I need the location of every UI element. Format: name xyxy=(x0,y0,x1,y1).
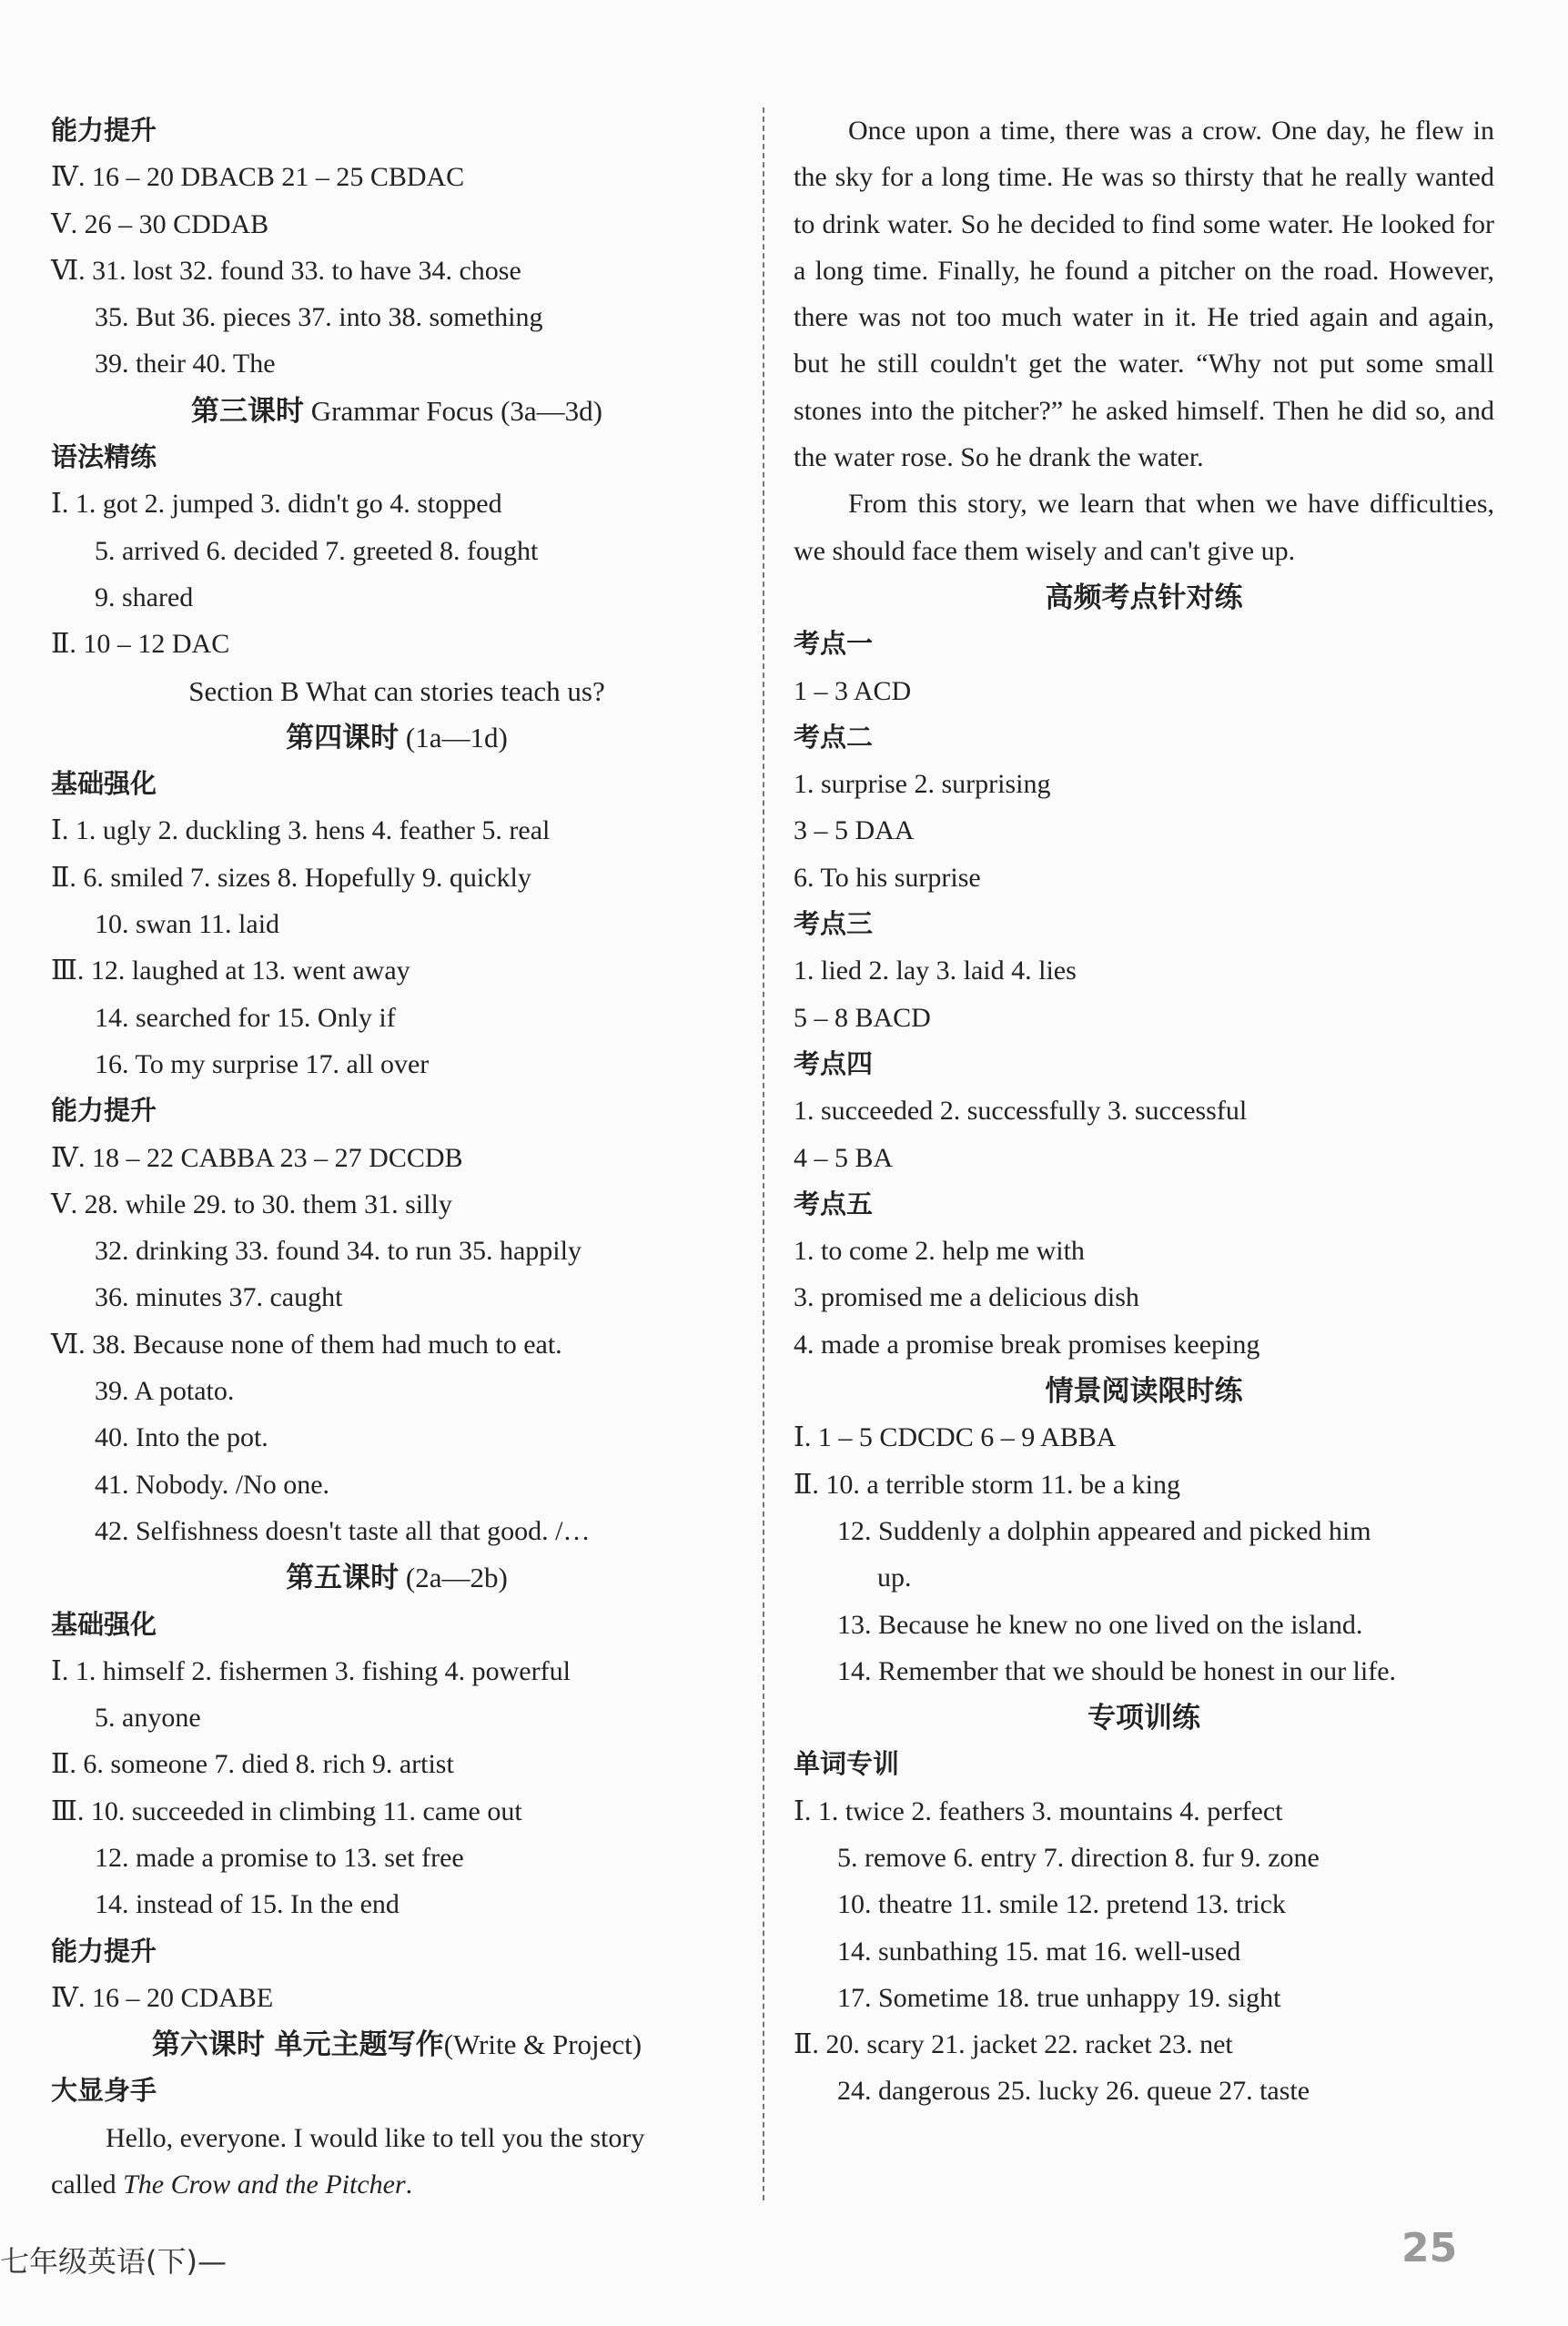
left-column xyxy=(51,107,743,2208)
answer-line: 39. their 40. The xyxy=(95,349,276,379)
section-title xyxy=(794,1694,1494,1741)
section-title xyxy=(794,574,1494,621)
section-title-cn: 第四课时 xyxy=(286,721,400,754)
answer-line: 14. Remember that we should be honest in our life. xyxy=(837,1655,1397,1686)
left-answer-lines xyxy=(51,107,743,2115)
answer-line: 14. instead of 15. In the end xyxy=(95,1889,400,1920)
section-title xyxy=(51,388,743,434)
answer-line: 14. searched for 15. Only if xyxy=(95,1002,396,1033)
answer-line: 9. shared xyxy=(95,582,194,612)
section-heading: 考点三 xyxy=(794,908,874,940)
answer-line: Ⅳ. 18 – 22 CABBA 23 – 27 DCCDB xyxy=(51,1142,463,1173)
answer-line: Ⅵ. 31. lost 32. found 33. to have 34. chose xyxy=(51,255,521,286)
section-title-en: (2a—2b) xyxy=(399,1562,508,1594)
answer-line: 5. anyone xyxy=(95,1703,201,1734)
answer-line: Ⅱ. 6. someone 7. died 8. rich 9. artist xyxy=(51,1749,454,1780)
answer-line: 6. To his surprise xyxy=(794,862,981,893)
right-answer-lines xyxy=(794,574,1494,2115)
section-heading: 单词专训 xyxy=(794,1748,900,1780)
answer-line: up. xyxy=(877,1562,912,1593)
section-heading: 能力提升 xyxy=(51,1935,157,1967)
answer-line: 5 – 8 BACD xyxy=(794,1002,931,1033)
answer-line: 4. made a promise break promises keeping xyxy=(794,1329,1260,1360)
section-title-en: (1a—1d) xyxy=(399,721,508,753)
answer-line: 32. drinking 33. found 34. to run 35. happily xyxy=(95,1236,582,1267)
answer-line: 39. A potato. xyxy=(95,1376,235,1407)
answer-line: Ⅴ. 26 – 30 CDDAB xyxy=(51,208,269,239)
answer-line: Ⅰ. 1 – 5 CDCDC 6 – 9 ABBA xyxy=(794,1422,1117,1453)
section-heading: 能力提升 xyxy=(51,1095,157,1127)
answer-line: Ⅳ. 16 – 20 CDABE xyxy=(51,1982,274,2013)
story-title: The Crow and the Pitcher xyxy=(123,2169,406,2200)
answer-line: Ⅲ. 12. laughed at 13. went away xyxy=(51,956,410,986)
section-title-en: (Write & Project) xyxy=(443,2028,642,2061)
answer-line: 3 – 5 DAA xyxy=(794,815,915,846)
answer-line: 10. swan 11. laid xyxy=(95,909,280,940)
section-heading: 考点一 xyxy=(794,628,874,660)
answer-line: 10. theatre 11. smile 12. pretend 13. trick xyxy=(837,1889,1286,1920)
section-title-cn: 专项训练 xyxy=(1087,1702,1200,1735)
answer-line: Ⅳ. 16 – 20 DBACB 21 – 25 CBDAC xyxy=(51,162,465,193)
answer-line: Ⅲ. 10. succeeded in climbing 11. came out xyxy=(51,1795,522,1826)
answer-line: Ⅱ. 10. a terrible storm 11. be a king xyxy=(794,1469,1181,1500)
text: called xyxy=(51,2169,124,2200)
section-title xyxy=(51,714,743,761)
section-title-cn: 第六课时 单元主题写作 xyxy=(151,2028,444,2062)
section-title xyxy=(51,1554,743,1601)
answer-line: 12. Suddenly a dolphin appeared and picked him xyxy=(837,1515,1371,1546)
answer-line: Ⅵ. 38. Because none of them had much to eat. xyxy=(51,1329,562,1360)
section-title-cn: 第三课时 xyxy=(191,394,304,428)
answer-line: 42. Selfishness doesn't taste all that good. /… xyxy=(95,1515,591,1546)
writing-sample-intro xyxy=(51,2115,743,2209)
section-title-en: Grammar Focus (3a—3d) xyxy=(304,394,602,427)
column-divider xyxy=(763,107,764,2200)
answer-line: Ⅴ. 28. while 29. to 30. them 31. silly xyxy=(51,1188,452,1219)
section-heading: 大显身手 xyxy=(51,2075,157,2107)
answer-line: Ⅱ. 20. scary 21. jacket 22. racket 23. net xyxy=(794,2029,1233,2060)
section-heading: 考点二 xyxy=(794,721,874,753)
moral-paragraph: From this story, we learn that when we have difficulties, we should face them wisely and can't give up. xyxy=(794,489,1494,566)
section-title xyxy=(51,668,743,714)
book-title: 七年级英语(下)— xyxy=(0,2244,227,2279)
answer-line: 41. Nobody. /No one. xyxy=(95,1469,330,1500)
answer-line: 4 – 5 BA xyxy=(794,1142,894,1173)
section-title-en: Section B What can stories teach us? xyxy=(188,674,605,707)
page-number: 25 xyxy=(1401,2225,1458,2271)
answer-line: Ⅰ. 1. himself 2. fishermen 3. fishing 4. powerful xyxy=(51,1655,571,1686)
section-heading: 基础强化 xyxy=(51,768,157,800)
answer-line: 1. to come 2. help me with xyxy=(794,1236,1085,1267)
section-heading: 考点五 xyxy=(794,1188,874,1219)
section-heading: 考点四 xyxy=(794,1047,874,1079)
section-heading: 语法精练 xyxy=(51,441,157,473)
writing-intro-line: Hello, everyone. I would like to tell you the story xyxy=(106,2122,645,2153)
section-title-cn: 第五课时 xyxy=(286,1562,400,1595)
section-title-cn: 高频考点针对练 xyxy=(1045,581,1243,614)
answer-line: 24. dangerous 25. lucky 26. queue 27. taste xyxy=(837,2076,1310,2107)
answer-line: 13. Because he knew no one lived on the island. xyxy=(837,1609,1363,1640)
section-title xyxy=(51,2021,743,2068)
answer-line: 3. promised me a delicious dish xyxy=(794,1282,1139,1313)
section-heading: 基础强化 xyxy=(51,1608,157,1640)
answer-line: Ⅰ. 1. twice 2. feathers 3. mountains 4. perfect xyxy=(794,1795,1283,1826)
answer-line: 35. But 36. pieces 37. into 38. something xyxy=(95,302,543,333)
answer-line: Ⅱ. 10 – 12 DAC xyxy=(51,629,230,660)
answer-line: 1. succeeded 2. successfully 3. successful xyxy=(794,1096,1248,1127)
answer-line: 5. arrived 6. decided 7. greeted 8. fought xyxy=(95,535,539,566)
answer-line: 1. surprise 2. surprising xyxy=(794,769,1051,800)
answer-line: Ⅱ. 6. smiled 7. sizes 8. Hopefully 9. quickly xyxy=(51,862,531,893)
answer-line: 1 – 3 ACD xyxy=(794,675,912,706)
answer-line: 40. Into the pot. xyxy=(95,1422,268,1453)
section-title-cn: 情景阅读限时练 xyxy=(1045,1375,1243,1409)
answer-line: 14. sunbathing 15. mat 16. well-used xyxy=(837,1936,1241,1967)
writing-sample-story xyxy=(794,107,1494,574)
story-paragraph: Once upon a time, there was a crow. One day, he flew in the sky for a long time. He was so thirsty that he really wanted to drink water. So he decided to find some water. He looked for a long time. Finally, he found a pitcher on the road. However, there was not too much water in it. He tried again and again, but he still couldn't get the water. “Why not put some small stones into the pitcher?” he asked himself. Then he did so, and the water rose. So he drank the water. xyxy=(794,116,1494,473)
answer-line: 5. remove 6. entry 7. direction 8. fur 9. zone xyxy=(837,1842,1320,1873)
text: . xyxy=(405,2169,413,2200)
answer-line: 17. Sometime 18. true unhappy 19. sight xyxy=(837,1982,1281,2013)
answer-line: 16. To my surprise 17. all over xyxy=(95,1048,430,1079)
writing-intro-line xyxy=(51,2161,743,2208)
answer-line: Ⅰ. 1. ugly 2. duckling 3. hens 4. feather 5. real xyxy=(51,815,551,846)
answer-line: 36. minutes 37. caught xyxy=(95,1282,343,1313)
answer-line: Ⅰ. 1. got 2. jumped 3. didn't go 4. stopped xyxy=(51,489,502,520)
section-title xyxy=(794,1368,1494,1414)
section-heading: 能力提升 xyxy=(51,115,157,146)
answer-line: 12. made a promise to 13. set free xyxy=(95,1842,464,1873)
answer-line: 1. lied 2. lay 3. laid 4. lies xyxy=(794,956,1077,986)
right-column xyxy=(794,107,1494,2115)
